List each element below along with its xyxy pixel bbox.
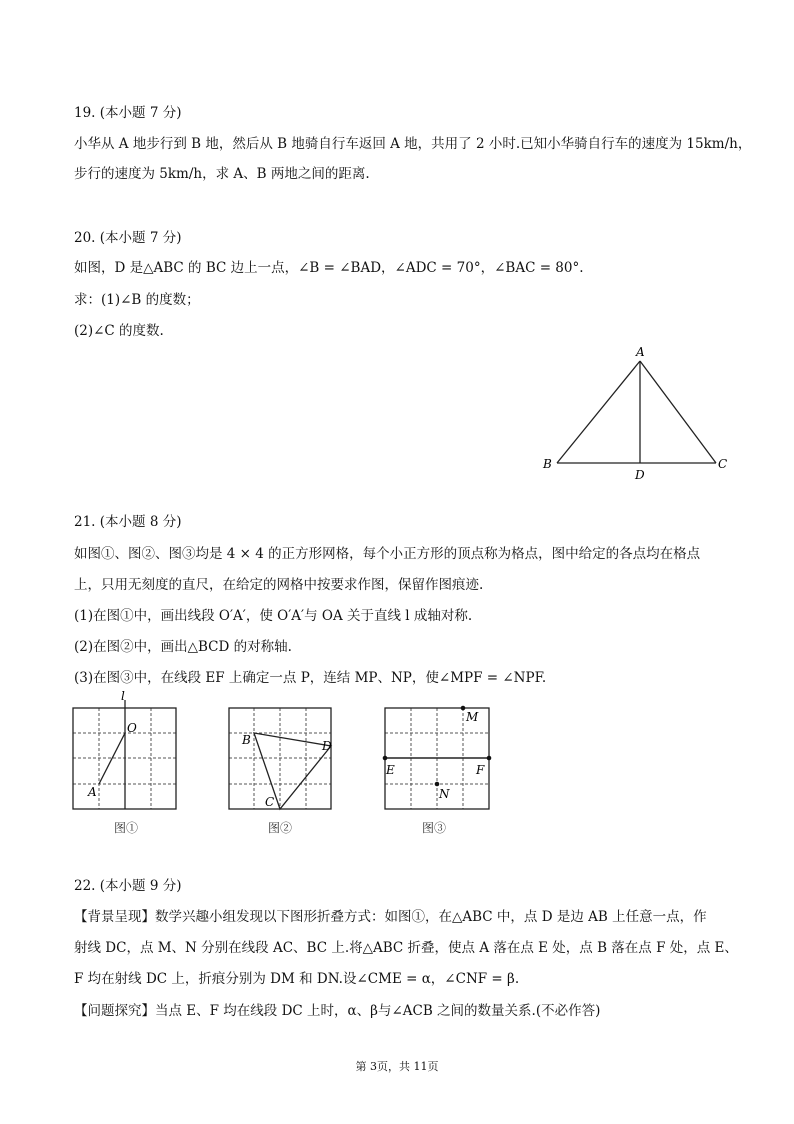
label-F: F <box>476 763 485 777</box>
q21-grid-figure-3 <box>378 690 506 838</box>
label-N: N <box>439 787 450 801</box>
label-A: A <box>88 785 97 799</box>
q21-text-line2: 上，只用无刻度的直尺，在给定的网格中按要求作图，保留作图痕迹. <box>74 577 484 593</box>
q21-text-line1: 如图①、图②、图③均是 4 × 4 的正方形网格，每个小正方形的顶点称为格点，图中给定的各点均在格点 <box>74 546 701 562</box>
segment-AC <box>640 361 716 463</box>
q20-text-line3: (2)∠C 的度数. <box>74 323 164 339</box>
q19-text-line1: 小华从 A 地步行到 B 地，然后从 B 地骑自行车返回 A 地，共用了 2 小时.已知小华骑自行车的速度为 15km/h， <box>74 136 752 152</box>
caption-fig2: 图② <box>268 821 293 835</box>
segment-OA <box>99 733 125 784</box>
q20-triangle-figure <box>536 342 736 484</box>
q20-header: 20. (本小题 7 分) <box>74 230 182 246</box>
q22-text-line2: 射线 DC，点 M、N 分别在线段 AC、BC 上.将△ABC 折叠，使点 A 落在点 E 处，点 B 落在点 F 处，点 E、 <box>74 940 738 956</box>
q20-text-line2: 求：(1)∠B 的度数； <box>74 292 200 308</box>
label-C: C <box>718 457 728 471</box>
label-D: D <box>635 468 645 482</box>
label-O: O <box>127 721 137 735</box>
q21-text-line4: (2)在图②中，画出△BCD 的对称轴. <box>74 639 292 655</box>
point-F <box>487 756 492 761</box>
label-B: B <box>242 733 251 747</box>
caption-fig3: 图③ <box>422 821 447 835</box>
q22-text-line4: 【问题探究】当点 E、F 均在线段 DC 上时，α、β与∠ACB 之间的数量关系.(不必作答) <box>74 1003 601 1019</box>
label-B: B <box>543 457 552 471</box>
q21-text-line3: (1)在图①中，画出线段 O′A′，使 O′A′与 OA 关于直线 l 成轴对称. <box>74 608 473 624</box>
q22-text-line1: 【背景呈现】数学兴趣小组发现以下图形折叠方式：如图①，在△ABC 中，点 D 是边 AB 上任意一点，作 <box>74 909 707 925</box>
caption-fig1: 图① <box>114 821 139 835</box>
q20-text-line1: 如图，D 是△ABC 的 BC 边上一点，∠B = ∠BAD，∠ADC = 70°，∠BAC = 80°. <box>74 260 584 276</box>
label-A: A <box>636 345 645 359</box>
q19-text-line2: 步行的速度为 5km/h，求 A、B 两地之间的距离. <box>74 166 370 182</box>
q22-text-line3: F 均在射线 DC 上，折痕分别为 DM 和 DN.设∠CME = α，∠CNF = β. <box>74 971 520 987</box>
point-N <box>435 782 440 787</box>
label-l: l <box>121 690 125 703</box>
q21-grid-figure-1 <box>66 690 186 838</box>
label-C: C <box>265 795 275 809</box>
q21-grid-figure-2 <box>222 690 342 838</box>
page-number-footer: 第 3页，共 11页 <box>355 1060 439 1073</box>
q21-text-line5: (3)在图③中，在线段 EF 上确定一点 P，连结 MP、NP，使∠MPF = ∠NPF. <box>74 670 547 686</box>
q21-header: 21. (本小题 8 分) <box>74 514 182 530</box>
label-E: E <box>386 763 395 777</box>
q22-header: 22. (本小题 9 分) <box>74 878 182 894</box>
point-E <box>383 756 388 761</box>
segment-AB <box>557 361 640 463</box>
label-D: D <box>322 739 332 753</box>
q19-header: 19. (本小题 7 分) <box>74 105 182 121</box>
label-M: M <box>466 710 479 724</box>
point-M <box>461 706 466 711</box>
